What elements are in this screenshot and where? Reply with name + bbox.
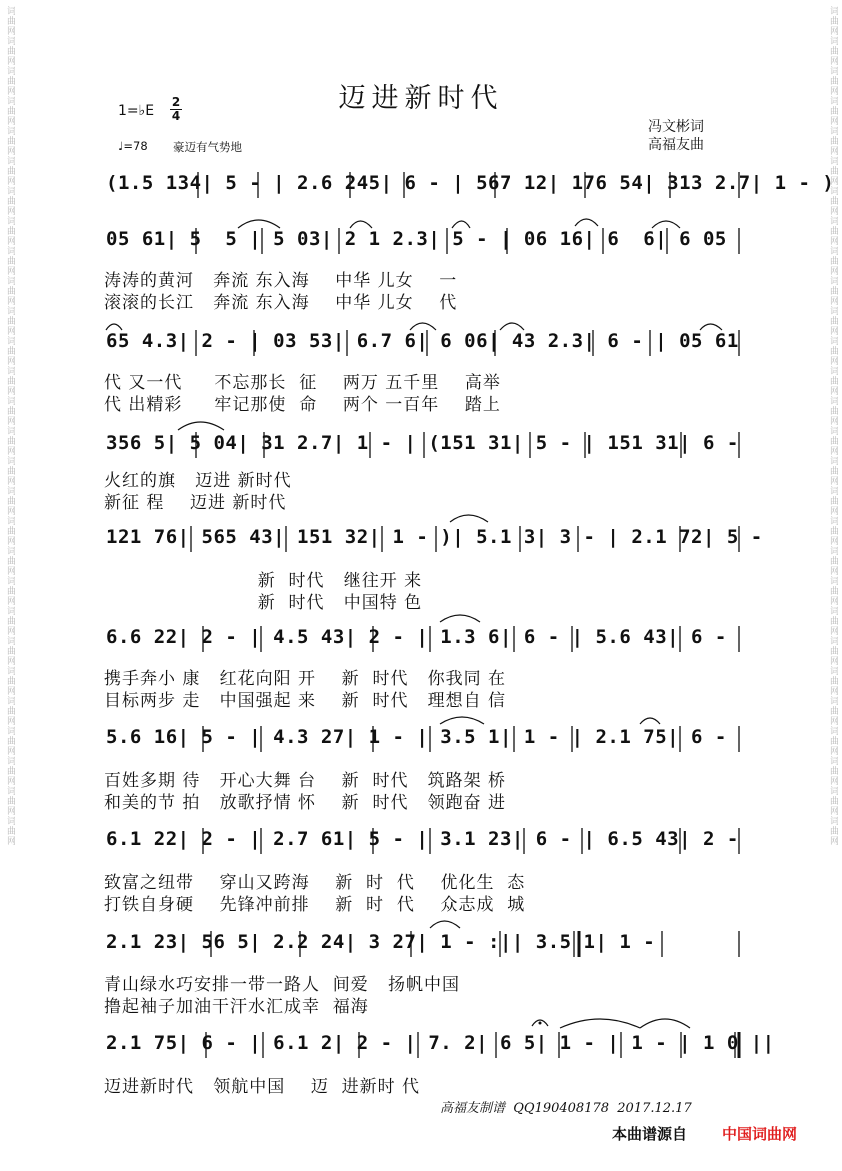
notation-line: 2.1 23| 56 5| 2.2 24| 3 27| 1 - :|| 3.5 1| 1 -	[106, 931, 656, 953]
expression-mark: 豪迈有气势地	[173, 140, 242, 154]
notation-line: 6.6 22| 2 - | 4.5 43| 2 - | 1.3 6| 6 - | 5.6 43| 6 -	[106, 626, 727, 648]
lyric-line: 代 又一代 不忘那长 征 两万 五千里 高举	[104, 373, 501, 393]
lyric-line: 迈进新时代 领航中国 迈 进新时 代	[104, 1077, 421, 1097]
notation-line: 6.1 22| 2 - | 2.7 61| 5 - | 3.1 23| 6 - | 6.5 43| 2 -	[106, 828, 739, 850]
time-signature-top: 2	[171, 95, 181, 109]
lyric-line: 打铁自身硬 先锋冲前排 新 时 代 众志成 城	[104, 895, 526, 915]
lyric-line: 携手奔小 康 红花向阳 开 新 时代 你我同 在	[104, 669, 507, 689]
notation-line: 356 5| 5 04| 31 2.7| 1 - | (151 31| 5 - | 151 31| 6 -	[106, 432, 739, 454]
notation-line: 65 4.3| 2 - | 03 53| 6.7 6| 6 06| 43 2.3| 6 - | 05 61	[106, 330, 739, 352]
lyric-line: 青山绿水巧安排一带一路人 间爱 扬帆中国	[104, 975, 461, 995]
notation-line: 05 61| 5 5 | 5 03| 2 1 2.3| 5 - | 06 16| 6 6| 6 05	[106, 228, 727, 250]
lyric-line: 涛涛的黄河 奔流 东入海 中华 儿女 一	[104, 271, 458, 291]
watermark-left: 词曲网词曲网词曲网词曲网词曲网词曲网词曲网词曲网词曲网词曲网词曲网词曲网词曲网词曲网词曲网词曲网词曲网词曲网词曲网词曲网词曲网词曲网词曲网词曲网词曲网词曲网词曲网词曲网	[5, 6, 15, 846]
lyric-line: 新征 程 迈进 新时代	[104, 493, 287, 513]
lyric-line: 和美的节 拍 放歌抒情 怀 新 时代 领跑奋 进	[104, 793, 507, 813]
lyric-line: 致富之纽带 穿山又跨海 新 时 代 优化生 态	[104, 873, 526, 893]
lyric-line: 火红的旗 迈进 新时代	[104, 471, 292, 491]
lyric-line: 目标两步 走 中国强起 来 新 时代 理想自 信	[104, 691, 507, 711]
lyric-line: 新 时代 继往开 来	[104, 571, 423, 591]
tempo-mark: ♩=78	[118, 139, 148, 153]
watermark-right: 词曲网词曲网词曲网词曲网词曲网词曲网词曲网词曲网词曲网词曲网词曲网词曲网词曲网词曲网词曲网词曲网词曲网词曲网词曲网词曲网词曲网词曲网词曲网词曲网词曲网词曲网词曲网词曲网	[828, 6, 838, 846]
key-signature: 1=♭E	[118, 103, 155, 119]
source-prefix: 本曲谱源自	[612, 1125, 688, 1143]
lyric-line: 撸起袖子加油干汗水汇成幸 福海	[104, 997, 369, 1017]
lyric-line: 百姓多期 待 开心大舞 台 新 时代 筑路架 桥	[104, 771, 507, 791]
lyric-line: 代 出精彩 牢记那使 命 两个 一百年 踏上	[104, 395, 501, 415]
notation-line: 2.1 75| 6 - | 6.1 2| 2 - | 7. 2| 6 5| 1 - | 1 - | 1 0 ||	[106, 1032, 775, 1054]
notation-line: 5.6 16| 5 - | 4.3 27| 1 - | 3.5 1| 1 - | 2.1 75| 6 -	[106, 726, 727, 748]
lyric-line: 滚滚的长江 奔流 东入海 中华 儿女 代	[104, 293, 458, 313]
fermata	[532, 1020, 548, 1026]
arranger-signature: 高福友制谱 QQ190408178 2017.12.17	[440, 1101, 692, 1116]
lyricist: 冯文彬词	[648, 119, 704, 135]
source-site: 中国词曲网	[722, 1125, 798, 1143]
song-title: 迈进新时代	[338, 83, 504, 114]
slurs	[106, 219, 722, 1028]
lyric-line: 新 时代 中国特 色	[104, 593, 423, 613]
time-signature-bottom: 4	[171, 109, 181, 123]
notation-line: 121 76| 565 43| 151 32| 1 - )| 5.1 3| 3 - | 2.1 72| 5 -	[106, 526, 763, 548]
composer: 高福友曲	[648, 137, 704, 153]
notation-line: (1.5 134| 5 - | 2.6 245| 6 - | 567 12| 176 54| 313 2.7| 1 - )	[106, 172, 835, 194]
